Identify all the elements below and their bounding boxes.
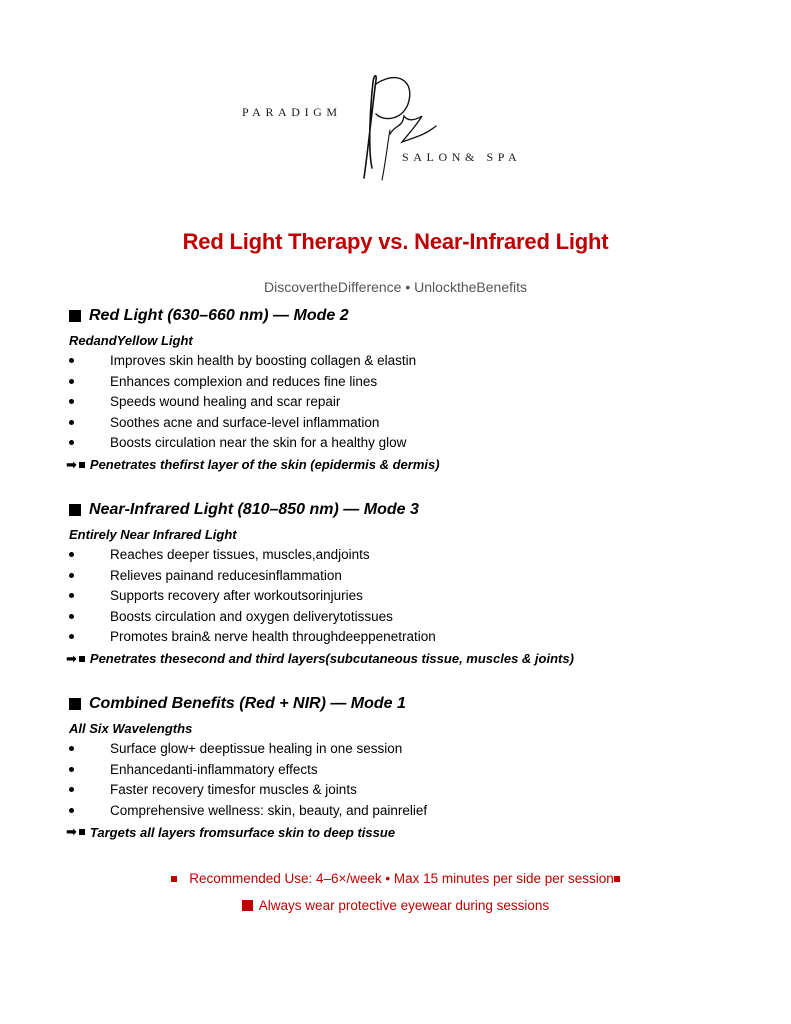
penetration-note-text: Targets all layers fromsurface skin to deep tissue bbox=[89, 824, 396, 840]
section-heading-text: Near-Infrared Light (810–850 nm) — Mode 3 bbox=[89, 501, 419, 518]
penetration-note bbox=[66, 821, 769, 843]
list-item: Boosts circulation and oxygen deliverytotissues bbox=[69, 607, 769, 628]
list-item: Promotes brain& nerve health throughdeeppenetration bbox=[69, 627, 769, 648]
list-item: Boosts circulation near the skin for a healthy glow bbox=[69, 433, 769, 454]
list-item: Enhances complexion and reduces fine lines bbox=[69, 372, 769, 393]
bullet-dot-icon bbox=[69, 399, 74, 404]
list-item: Speeds wound healing and scar repair bbox=[69, 392, 769, 413]
bullet-dot-icon bbox=[69, 552, 74, 557]
section-subheading: All Six Wavelengths bbox=[69, 721, 193, 736]
square-bullet-icon bbox=[69, 504, 81, 516]
bullet-dot-icon bbox=[69, 808, 74, 813]
section-near-infrared bbox=[66, 499, 769, 670]
page-title: Red Light Therapy vs. Near-Infrared Light bbox=[182, 229, 609, 254]
arrow-right-icon: ➡ bbox=[66, 456, 77, 472]
arrow-right-icon: ➡ bbox=[66, 824, 77, 839]
red-square-icon bbox=[171, 876, 177, 882]
eyewear-warning bbox=[0, 898, 791, 913]
bullet-dot-icon bbox=[69, 593, 74, 598]
section-red-light bbox=[66, 305, 769, 476]
bullet-dot-icon bbox=[69, 634, 74, 639]
square-bullet-icon bbox=[69, 698, 81, 710]
bullet-dot-icon bbox=[69, 573, 74, 578]
square-bullet-icon bbox=[79, 462, 85, 468]
recommended-use-note bbox=[0, 871, 791, 886]
list-item: Surface glow+ deeptissue healing in one session bbox=[69, 739, 769, 760]
penetration-note bbox=[66, 454, 769, 476]
bullet-dot-icon bbox=[69, 787, 74, 792]
list-item: Comprehensive wellness: skin, beauty, and painrelief bbox=[69, 801, 769, 822]
list-item: Faster recovery timesfor muscles & joints bbox=[69, 780, 769, 801]
list-item: Relieves painand reducesinflammation bbox=[69, 566, 769, 587]
bullet-dot-icon bbox=[69, 358, 74, 363]
section-heading bbox=[69, 499, 769, 521]
penetration-note bbox=[66, 648, 769, 670]
section-heading bbox=[69, 693, 769, 715]
page-subtitle: DiscovertheDifference • UnlocktheBenefits bbox=[264, 279, 527, 295]
list-item: Supports recovery after workoutsorinjuries bbox=[69, 586, 769, 607]
logo-wordmark-bottom: SALON& SPA bbox=[402, 150, 522, 164]
benefit-list bbox=[69, 545, 769, 648]
bullet-dot-icon bbox=[69, 420, 74, 425]
section-heading bbox=[69, 305, 769, 327]
bullet-dot-icon bbox=[69, 440, 74, 445]
square-bullet-icon bbox=[79, 829, 85, 835]
red-square-icon bbox=[242, 900, 253, 911]
signature-ps-monogram-icon bbox=[346, 70, 456, 190]
list-item: Improves skin health by boosting collagen & elastin bbox=[69, 351, 769, 372]
list-item: Enhancedanti-inflammatory effects bbox=[69, 760, 769, 781]
bullet-dot-icon bbox=[69, 767, 74, 772]
square-bullet-icon bbox=[69, 310, 81, 322]
section-combined-benefits bbox=[66, 693, 769, 843]
list-item: Soothes acne and surface-level inflammation bbox=[69, 413, 769, 434]
bullet-dot-icon bbox=[69, 379, 74, 384]
logo-wordmark-top: PARADIGM bbox=[242, 105, 342, 119]
brand-logo bbox=[0, 0, 791, 200]
penetration-note-text: Penetrates thesecond and third layers(subcutaneous tissue, muscles & joints) bbox=[89, 651, 574, 666]
penetration-note-text: Penetrates thefirst layer of the skin (epidermis & dermis) bbox=[89, 457, 440, 472]
section-subheading: Entirely Near Infrared Light bbox=[69, 527, 237, 542]
benefit-list bbox=[69, 739, 769, 821]
square-bullet-icon bbox=[79, 656, 85, 662]
bullet-dot-icon bbox=[69, 614, 74, 619]
section-subheading: RedandYellow Light bbox=[69, 333, 193, 348]
benefit-list bbox=[69, 351, 769, 454]
arrow-right-icon: ➡ bbox=[66, 650, 77, 666]
list-item: Reaches deeper tissues, muscles,andjoints bbox=[69, 545, 769, 566]
section-heading-text: Combined Benefits (Red + NIR) — Mode 1 bbox=[89, 695, 406, 712]
bullet-dot-icon bbox=[69, 746, 74, 751]
red-square-icon bbox=[614, 876, 620, 882]
recommended-use-text: Recommended Use: 4–6×/week • Max 15 minutes per side per session bbox=[189, 871, 614, 886]
section-heading-text: Red Light (630–660 nm) — Mode 2 bbox=[89, 307, 349, 324]
eyewear-warning-text: Always wear protective eyewear during sessions bbox=[258, 898, 550, 913]
